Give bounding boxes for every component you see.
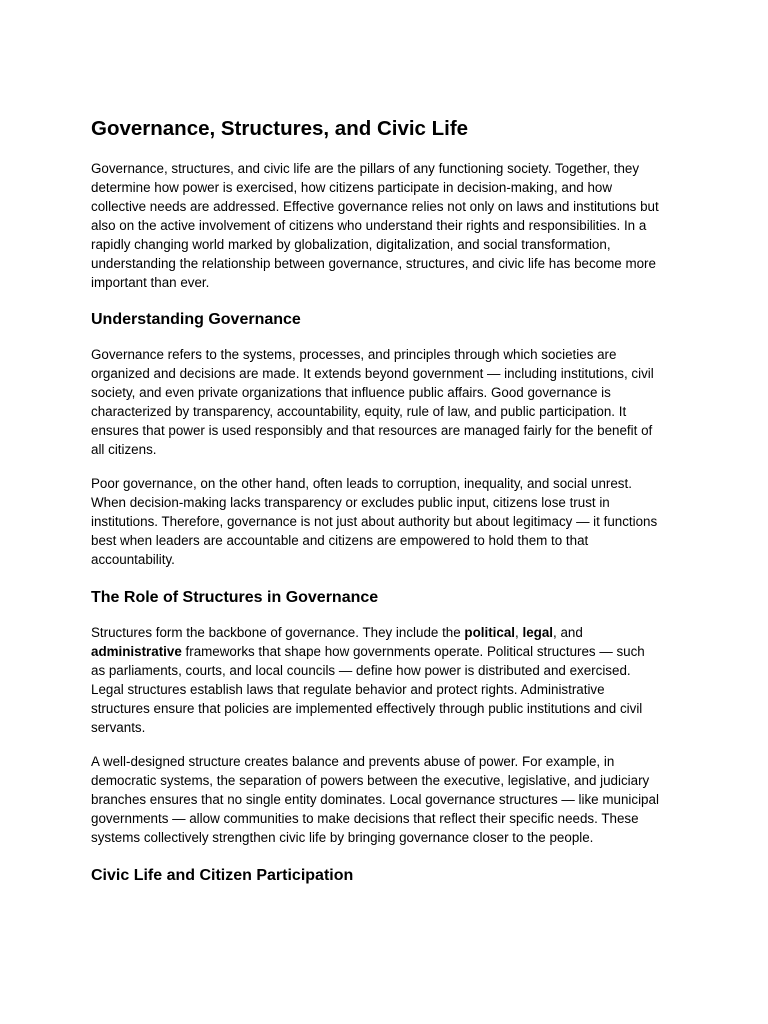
governance-paragraph-1: Governance refers to the systems, processes, and principles through which societies are organized and decisions are made. It extends beyond government — including institutions, civil society, and even private organizations that influence public affairs. Good governance is characterized by transparency, accountability, equity, rule of law, and public participation. It ensures that power is used responsibly and that resources are managed fairly for the benefit of all citizens. <box>91 347 654 457</box>
section-heading-understanding-governance: Understanding Governance <box>91 311 301 328</box>
document-title: Governance, Structures, and Civic Life <box>91 117 469 140</box>
paragraph-text: Structures form the backbone of governance. They include the <box>91 625 465 640</box>
section-heading-role-of-structures: The Role of Structures in Governance <box>91 589 379 606</box>
bold-term-legal: legal <box>522 625 553 640</box>
paragraph-text: , and <box>553 625 583 640</box>
structures-paragraph-1 <box>91 624 691 738</box>
bold-term-political: political <box>464 625 516 640</box>
section-heading-civic-life: Civic Life and Citizen Participation <box>91 867 354 884</box>
governance-paragraph-2: Poor governance, on the other hand, often leads to corruption, inequality, and social unrest. When decision-making lacks transparency or excludes public input, citizens lose trust in institutions. Therefore, governance is not just about authority but about legitimacy — it functions best when leaders are accountable and citizens are empowered to hold them to that accountability. <box>91 476 658 567</box>
intro-paragraph: Governance, structures, and civic life are the pillars of any functioning society. Together, they determine how power is exercised, how citizens participate in decision-making, and how collective needs are addressed. Effective governance relies not only on laws and institutions but also on the active involvement of citizens who understand their rights and responsibilities. In a rapidly changing world marked by globalization, digitalization, and social transformation, understanding the relationship between governance, structures, and civic life has become more important than ever. <box>91 161 659 290</box>
paragraph-text: , <box>515 625 523 640</box>
paragraph-text: frameworks that shape how governments operate. Political structures — such as parliaments, courts, and local councils — define how power is distributed and exercised. Legal structures establish laws that regulate behavior and protect rights. Administrative structures ensure that policies are implemented effectively through public institutions and civil servants. <box>91 643 645 735</box>
bold-term-administrative: administrative <box>91 643 182 659</box>
structures-paragraph-2: A well-designed structure creates balance and prevents abuse of power. For example, in democratic systems, the separation of powers between the executive, legislative, and judiciary branches ensures that no single entity dominates. Local governance structures — like municipal governments — allow communities to make decisions that reflect their specific needs. These systems collectively strengthen civic life by bringing governance closer to the people. <box>91 754 659 845</box>
